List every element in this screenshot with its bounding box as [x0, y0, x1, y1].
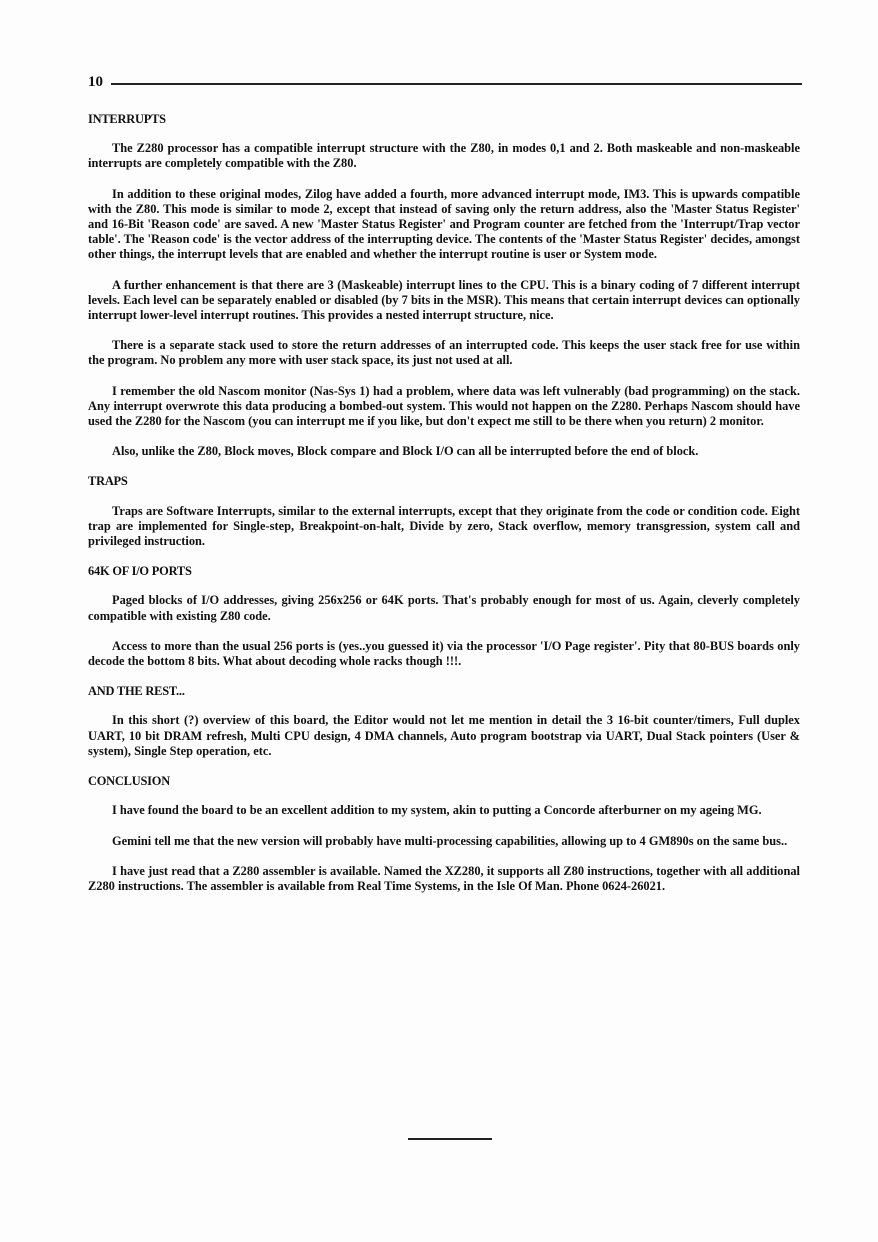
- paragraph: Traps are Software Interrupts, similar to the external interrupts, except that they originate from the code or condition code. Eight trap are implemented for Single-step, Breakpoint-on-halt, Divide by zero, Stack overflow, memory transgression, system call and privileged instruction.: [88, 503, 800, 549]
- paragraph: Access to more than the usual 256 ports is (yes..you guessed it) via the processor 'I/O Page register'. Pity that 80-BUS boards only decode the bottom 8 bits. What about decoding whole racks though !!!.: [88, 638, 800, 669]
- paragraph: In addition to these original modes, Zilog have added a fourth, more advanced interrupt mode, IM3. This is upwards compatible with the Z80. This mode is similar to mode 2, except that instead of saving only the return address, also the 'Master Status Register' and 16-Bit 'Reason code' are saved. A new 'Master Status Register' and Program counter are fetched from the 'Interrupt/Trap vector table'. The 'Reason code' is the vector address of the interrupting device. The contents of the 'Master Status Register' decides, amongst other things, the interrupt levels that are enabled and whether the interrupt routine is user or System mode.: [88, 186, 800, 262]
- section-conclusion: [88, 774, 800, 894]
- end-of-article-rule: [408, 1138, 492, 1140]
- section-heading: INTERRUPTS: [88, 112, 166, 126]
- section-heading: CONCLUSION: [88, 774, 170, 789]
- section-heading: AND THE REST...: [88, 684, 185, 699]
- header-rule: [111, 83, 802, 85]
- section-traps: [88, 474, 800, 549]
- page-number: 10: [88, 73, 103, 90]
- section-and-the-rest: [88, 684, 800, 759]
- paragraph: I have found the board to be an excellent addition to my system, akin to putting a Concorde afterburner on my ageing MG.: [112, 803, 762, 818]
- article-body: [88, 112, 800, 909]
- section-interrupts: [88, 112, 800, 459]
- page-header: [88, 72, 802, 92]
- paragraph: There is a separate stack used to store the return addresses of an interrupted code. This keeps the user stack free for use within the program. No problem any more with user stack space, its just not used at all.: [88, 338, 800, 368]
- paragraph: I remember the old Nascom monitor (Nas-Sys 1) had a problem, where data was left vulnerably (bad programming) on the stack. Any interrupt overwrote this data producing a bombed-out system. This would not happen on the Z280. Perhaps Nascom should have used the Z280 for the Nascom (you can interrupt me if you like, but don't expect me still to be there when you return) 2 monitor.: [88, 383, 800, 429]
- paragraph: Gemini tell me that the new version will probably have multi-processing capabilities, allowing up to 4 GM890s on the same bus..: [112, 833, 788, 848]
- section-heading: 64K OF I/O PORTS: [88, 564, 192, 579]
- paragraph: A further enhancement is that there are 3 (Maskeable) interrupt lines to the CPU. This is a binary coding of 7 different interrupt levels. Each level can be separately enabled or disabled (by 7 bits in the MSR). This means that certain interrupt devices can optionally interrupt lower-level interrupt routines. This provides a nested interrupt structure, nice.: [88, 277, 800, 323]
- paragraph: I have just read that a Z280 assembler is available. Named the XZ280, it supports all Z80 instructions, together with all additional Z280 instructions. The assembler is available from Real Time Systems, in the Isle Of Man. Phone 0624-26021.: [88, 863, 800, 893]
- paragraph: Also, unlike the Z80, Block moves, Block compare and Block I/O can all be interrupted before the end of block.: [112, 444, 699, 459]
- paragraph: Paged blocks of I/O addresses, giving 256x256 or 64K ports. That's probably enough for most of us. Again, cleverly completely compatible with existing Z80 code.: [88, 593, 800, 623]
- section-heading: TRAPS: [88, 474, 128, 489]
- paragraph: In this short (?) overview of this board, the Editor would not let me mention in detail the 3 16-bit counter/timers, Full duplex UART, 10 bit DRAM refresh, Multi CPU design, 4 DMA channels, Auto program bootstrap via UART, Dual Stack pointers (User & system), Single Step operation, etc.: [88, 713, 800, 758]
- section-io-ports: [88, 564, 800, 669]
- paragraph: The Z280 processor has a compatible interrupt structure with the Z80, in modes 0,1 and 2. Both maskeable and non-maskeable interrupts are completely compatible with the Z80.: [88, 141, 800, 171]
